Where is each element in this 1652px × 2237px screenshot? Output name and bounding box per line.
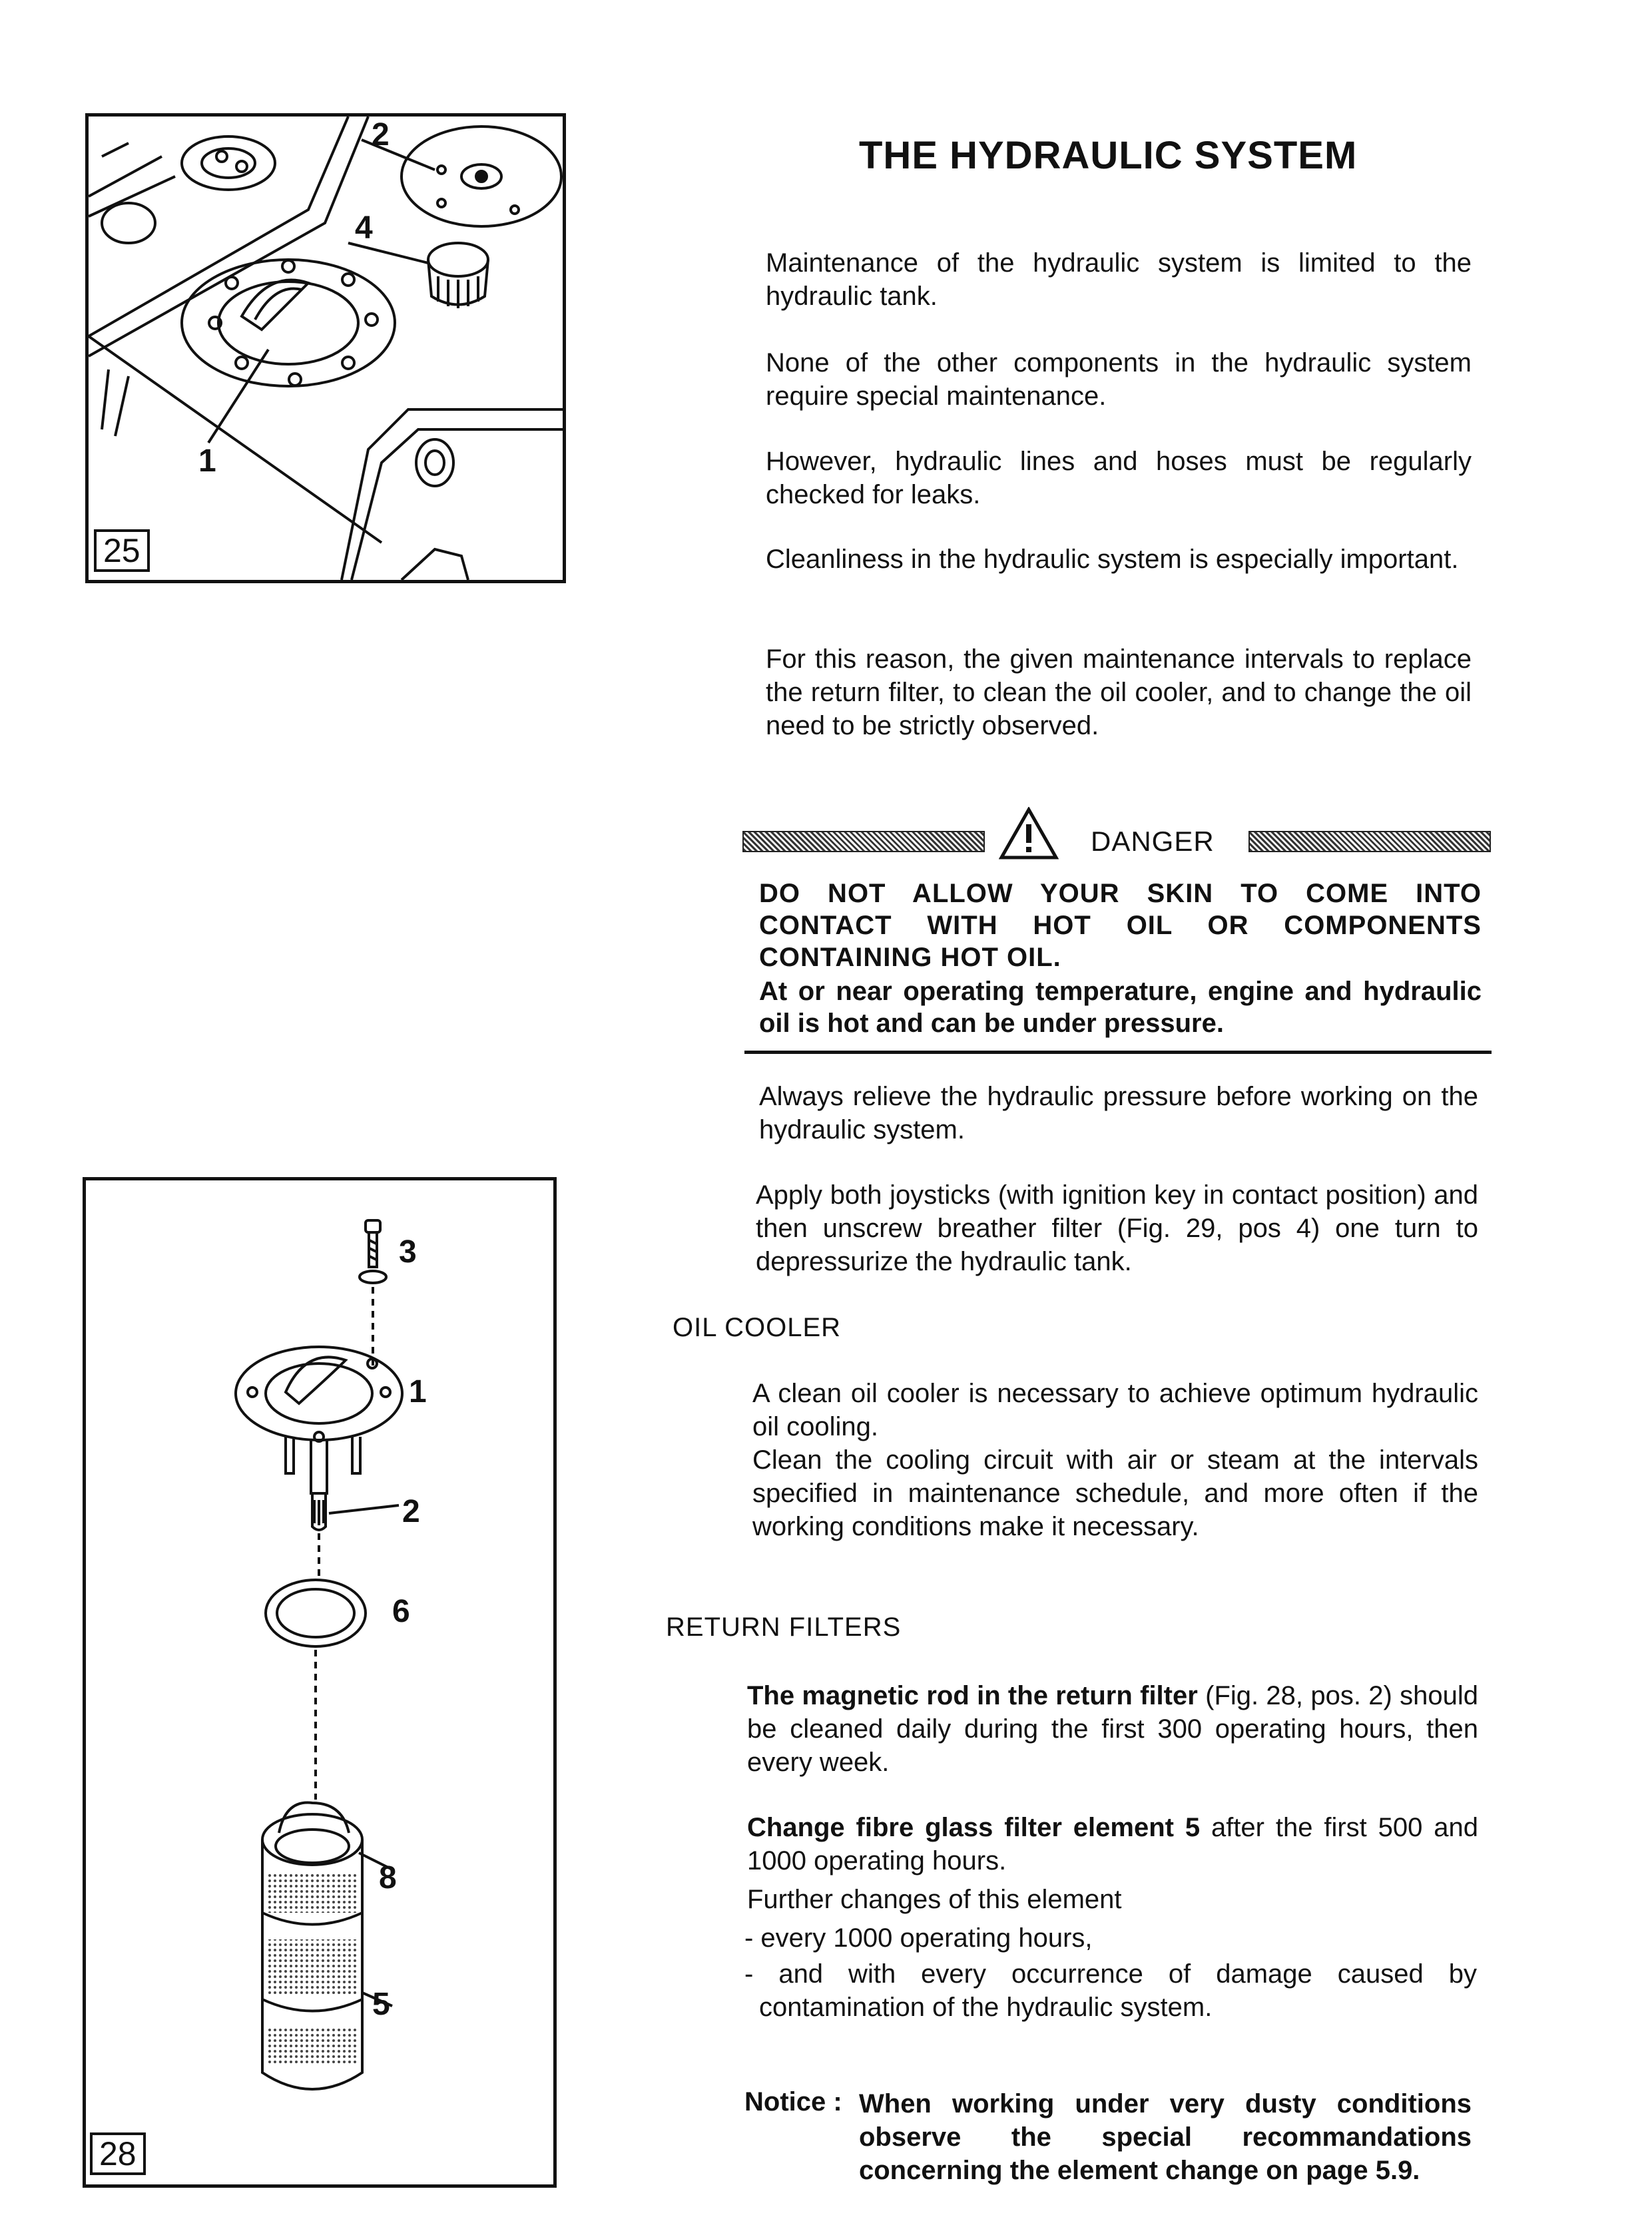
return-filters-paragraph-2 (747, 1811, 1478, 1877)
return-filters-paragraph-1 (747, 1679, 1478, 1779)
figure-28 (83, 1177, 557, 2188)
further-changes-text: Further changes of this element (747, 1885, 1122, 1914)
figure-number-28: 28 (90, 2132, 146, 2175)
intro-paragraph-5: For this reason, the given maintenance intervals to replace the return filter, to clean the oil cooler, and to change the oil need to be strictly observed. (766, 644, 1472, 740)
return-filters-paragraph-2-rest: after the first 500 and 1000 operating hours. (747, 1813, 1478, 1875)
callout-label-6: 6 (392, 1594, 410, 1629)
danger-hatch-right (1248, 831, 1491, 852)
hydraulic-tank-top-illustration (89, 117, 563, 580)
callout-label-4: 4 (355, 210, 373, 246)
return-filter-exploded-illustration (86, 1180, 553, 2184)
callout-label-8: 8 (379, 1860, 397, 1895)
warning-triangle-icon (999, 807, 1059, 860)
callout-label-5: 5 (372, 1987, 390, 2022)
oil-cooler-heading: OIL COOLER (673, 1313, 842, 1342)
callout-label-3: 3 (399, 1234, 417, 1270)
danger-label: DANGER (1091, 826, 1215, 857)
return-filters-paragraph-2-bold: Change fibre glass filter element 5 (747, 1813, 1201, 1842)
danger-hatch-left (742, 831, 985, 852)
list-item: - every 1000 operating hours, (744, 1923, 1093, 1953)
intro-paragraph-3: However, hydraulic lines and hoses must be regularly checked for leaks. (766, 447, 1472, 509)
intro-paragraph-2: None of the other components in the hydraulic system require special maintenance. (766, 348, 1472, 411)
figure-25 (85, 113, 566, 583)
intro-paragraph-4: Cleanliness in the hydraulic system is especially important. (766, 545, 1459, 574)
page-title: THE HYDRAULIC SYSTEM (859, 134, 1358, 177)
return-filters-paragraph-1-rest: (Fig. 28, pos. 2) should be cleaned daily during the first 300 operating hours, then every week. (747, 1681, 1479, 1777)
pressure-paragraph-2: Apply both joysticks (with ignition key in contact position) and then unscrew breather filter (Fig. 29, pos 4) one turn to depressurize the hydraulic tank. (756, 1180, 1478, 1276)
callout-label-1: 1 (198, 443, 216, 479)
pressure-paragraph-1: Always relieve the hydraulic pressure before working on the hydraulic system. (759, 1082, 1478, 1144)
notice-label: Notice : (744, 2087, 842, 2116)
callout-label-1: 1 (409, 1374, 427, 1409)
oil-cooler-text-2: Clean the cooling circuit with air or steam at the intervals specified in maintenance schedule, and more often if the working conditions make it necessary. (752, 1445, 1478, 1541)
return-filters-paragraph-1-bold: The magnetic rod in the return filter (747, 1681, 1198, 1710)
danger-warning-detail: At or near operating temperature, engine and hydraulic oil is hot and can be under pressure. (759, 977, 1482, 1038)
callout-label-2: 2 (402, 1494, 420, 1529)
notice-text: When working under very dusty conditions observe the special recommandations concerning the element change on page 5.9. (859, 2089, 1472, 2185)
danger-warning-caps: DO NOT ALLOW YOUR SKIN TO COME INTO CONTACT WITH HOT OIL OR COMPONENTS CONTAINING HOT OIL. (759, 879, 1482, 972)
danger-bottom-rule (744, 1051, 1492, 1054)
list-item: - and with every occurrence of damage caused by contamination of the hydraulic system. (744, 1959, 1477, 2022)
return-filters-heading: RETURN FILTERS (666, 1613, 902, 1642)
further-changes-list (744, 1919, 1477, 2024)
figure-number-25: 25 (94, 529, 150, 572)
intro-paragraph-1: Maintenance of the hydraulic system is limited to the hydraulic tank. (766, 248, 1472, 311)
callout-label-2: 2 (372, 117, 390, 152)
oil-cooler-text-1: A clean oil cooler is necessary to achieve optimum hydraulic oil cooling. (752, 1379, 1478, 1441)
